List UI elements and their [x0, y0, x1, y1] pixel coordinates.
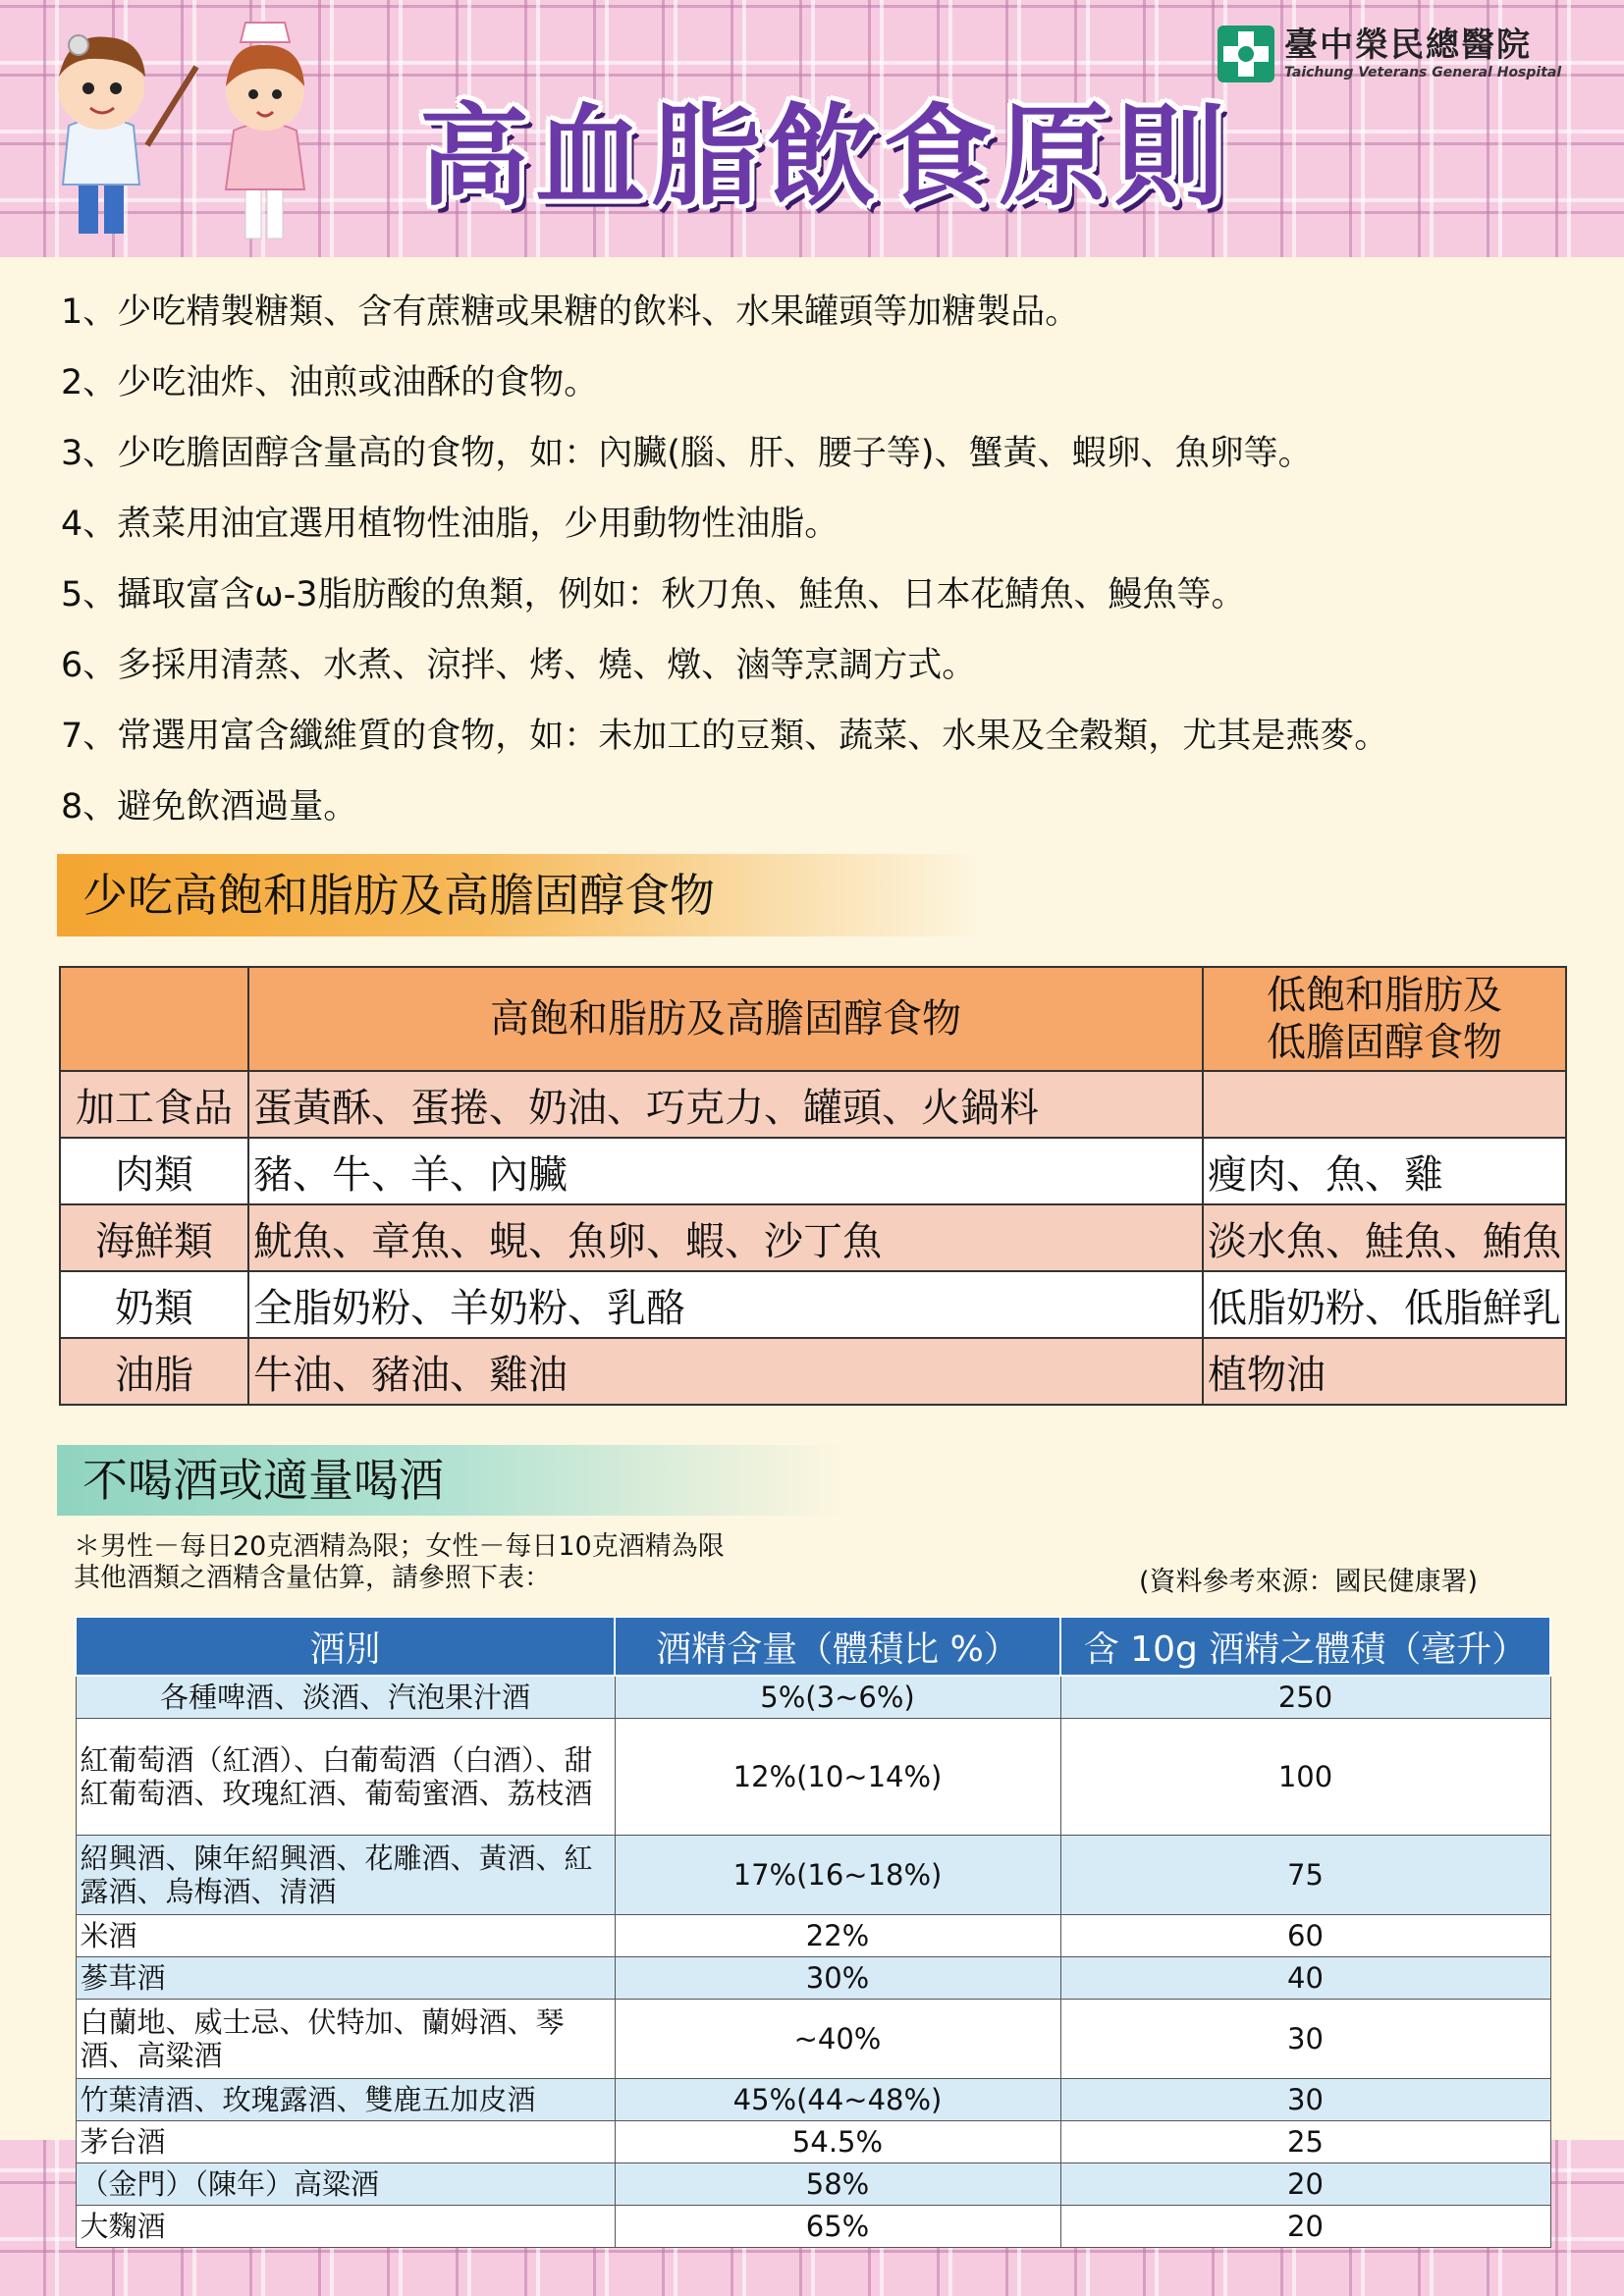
table-header-type: 酒別: [76, 1617, 615, 1676]
drink-name: 紹興酒、陳年紹興酒、花雕酒、黃酒、紅露酒、烏梅酒、清酒: [76, 1836, 615, 1915]
principle-item: 5、攝取富含ω-3脂肪酸的魚類，例如：秋刀魚、鮭魚、日本花鯖魚、鰻魚等。: [61, 575, 1246, 614]
drink-name: 竹葉清酒、玫瑰露酒、雙鹿五加皮酒: [76, 2079, 615, 2121]
alcohol-content: 12%(10~14%): [615, 1719, 1060, 1836]
doctor-illustration: [29, 18, 206, 253]
volume-10g: 30: [1060, 2000, 1550, 2079]
principle-item: 6、多採用清蒸、水煮、涼拌、烤、燒、燉、滷等烹調方式。: [61, 646, 977, 685]
drink-name: （金門）（陳年）高粱酒: [76, 2163, 615, 2206]
drink-name: 大麴酒: [76, 2206, 615, 2248]
principle-item: 1、少吃精製糖類、含有蔗糖或果糖的飲料、水果罐頭等加糖製品。: [61, 293, 1080, 332]
volume-10g: 40: [1060, 1957, 1550, 2000]
drink-name: 各種啤酒、淡酒、汽泡果汁酒: [76, 1676, 615, 1719]
drink-name: 蔘茸酒: [76, 1957, 615, 2000]
table-row: [60, 1138, 1566, 1204]
table-row: [76, 1915, 1550, 1957]
table-row: [76, 1676, 1550, 1719]
table-header-empty: [60, 967, 248, 1071]
section-heading-alcohol: 不喝酒或適量喝酒: [57, 1445, 842, 1516]
hospital-name: 臺中榮民總醫院: [1284, 26, 1532, 65]
table-row: [76, 2000, 1550, 2079]
alcohol-content: 17%(16~18%): [615, 1836, 1060, 1915]
table-row: [76, 2206, 1550, 2248]
row-category: 加工食品: [60, 1071, 248, 1138]
principles-list: [61, 285, 1612, 850]
table-header-volume: 含 10g 酒精之體積（毫升）: [1060, 1617, 1550, 1676]
table-row: [76, 2163, 1550, 2206]
row-low: [1203, 1071, 1566, 1138]
table-row: [60, 1204, 1566, 1271]
row-high: 牛油、豬油、雞油: [248, 1338, 1203, 1405]
alcohol-content: 54.5%: [615, 2121, 1060, 2163]
row-high: 全脂奶粉、羊奶粉、乳酪: [248, 1271, 1203, 1338]
table-row: [60, 1271, 1566, 1338]
volume-10g: 30: [1060, 2079, 1550, 2121]
table-row: [60, 1071, 1566, 1138]
row-high: 豬、牛、羊、內臟: [248, 1138, 1203, 1204]
alcohol-content: 22%: [615, 1915, 1060, 1957]
row-low: 瘦肉、魚、雞: [1203, 1138, 1566, 1204]
row-category: 奶類: [60, 1271, 248, 1338]
alcohol-content: ~40%: [615, 2000, 1060, 2079]
drink-name: 茅台酒: [76, 2121, 615, 2163]
row-high: 魷魚、章魚、蜆、魚卵、蝦、沙丁魚: [248, 1204, 1203, 1271]
row-category: 海鮮類: [60, 1204, 248, 1271]
drink-name: 紅葡萄酒（紅酒）、白葡萄酒（白酒）、甜紅葡萄酒、玫瑰紅酒、葡萄蜜酒、荔枝酒: [76, 1719, 615, 1836]
principle-item: 2、少吃油炸、油煎或油酥的食物。: [61, 363, 599, 402]
table-row: [76, 1957, 1550, 2000]
table-header-low: [1203, 967, 1566, 1071]
alcohol-content: 30%: [615, 1957, 1060, 2000]
volume-10g: 250: [1060, 1676, 1550, 1719]
volume-10g: 100: [1060, 1719, 1550, 1836]
header-low-line2: 低膽固醇食物: [1267, 1020, 1502, 1065]
principle-item: 4、煮菜用油宜選用植物性油脂，少用動物性油脂。: [61, 505, 839, 544]
principle-item: 3、少吃膽固醇含量高的食物，如：內臟(腦、肝、腰子等)、蟹黃、蝦卵、魚卵等。: [61, 434, 1313, 473]
hospital-name-en: Taichung Veterans General Hospital: [1284, 65, 1562, 80]
drink-name: 白蘭地、威士忌、伏特加、蘭姆酒、琴酒、高粱酒: [76, 2000, 615, 2079]
table-row: [60, 1338, 1566, 1405]
row-low: 植物油: [1203, 1338, 1566, 1405]
volume-10g: 60: [1060, 1915, 1550, 1957]
alcohol-content: 65%: [615, 2206, 1060, 2248]
volume-10g: 25: [1060, 2121, 1550, 2163]
header-low-line1: 低飽和脂肪及: [1267, 973, 1502, 1018]
row-category: 油脂: [60, 1338, 248, 1405]
table-header-high: 高飽和脂肪及高膽固醇食物: [248, 967, 1203, 1071]
table-header-alcohol: 酒精含量（體積比 %）: [615, 1617, 1060, 1676]
section-heading-fat: 少吃高飽和脂肪及高膽固醇食物: [57, 854, 980, 936]
row-low: 低脂奶粉、低脂鮮乳: [1203, 1271, 1566, 1338]
hospital-logo: [1218, 26, 1561, 82]
alcohol-table-intro: 其他酒類之酒精含量估算，請參照下表：: [74, 1563, 551, 1593]
principle-item: 8、避免飲酒過量。: [61, 787, 358, 827]
page-title: 高血脂飲食原則: [419, 93, 1230, 221]
principle-item: 7、常選用富含纖維質的食物，如：未加工的豆類、蔬菜、水果及全穀類，尤其是燕麥。: [61, 717, 1389, 756]
volume-10g: 20: [1060, 2163, 1550, 2206]
row-category: 肉類: [60, 1138, 248, 1204]
nurse-illustration: [206, 18, 334, 253]
alcohol-content: 58%: [615, 2163, 1060, 2206]
volume-10g: 20: [1060, 2206, 1550, 2248]
fat-food-table: [59, 966, 1567, 1406]
table-row: [76, 2121, 1550, 2163]
hospital-cross-icon: [1218, 26, 1274, 82]
table-row: [76, 2079, 1550, 2121]
alcohol-content: 45%(44~48%): [615, 2079, 1060, 2121]
row-low: 淡水魚、鮭魚、鮪魚: [1203, 1204, 1566, 1271]
data-source-note: (資料參考來源：國民健康署): [1139, 1567, 1479, 1597]
drink-name: 米酒: [76, 1915, 615, 1957]
alcohol-limit-note: ＊男性－每日20克酒精為限；女性－每日10克酒精為限: [74, 1531, 725, 1562]
row-high: 蛋黃酥、蛋捲、奶油、巧克力、罐頭、火鍋料: [248, 1071, 1203, 1138]
alcohol-table: [75, 1616, 1551, 2248]
table-row: [76, 1719, 1550, 1836]
alcohol-notes: [74, 1531, 725, 1594]
alcohol-content: 5%(3~6%): [615, 1676, 1060, 1719]
volume-10g: 75: [1060, 1836, 1550, 1915]
table-row: [76, 1836, 1550, 1915]
